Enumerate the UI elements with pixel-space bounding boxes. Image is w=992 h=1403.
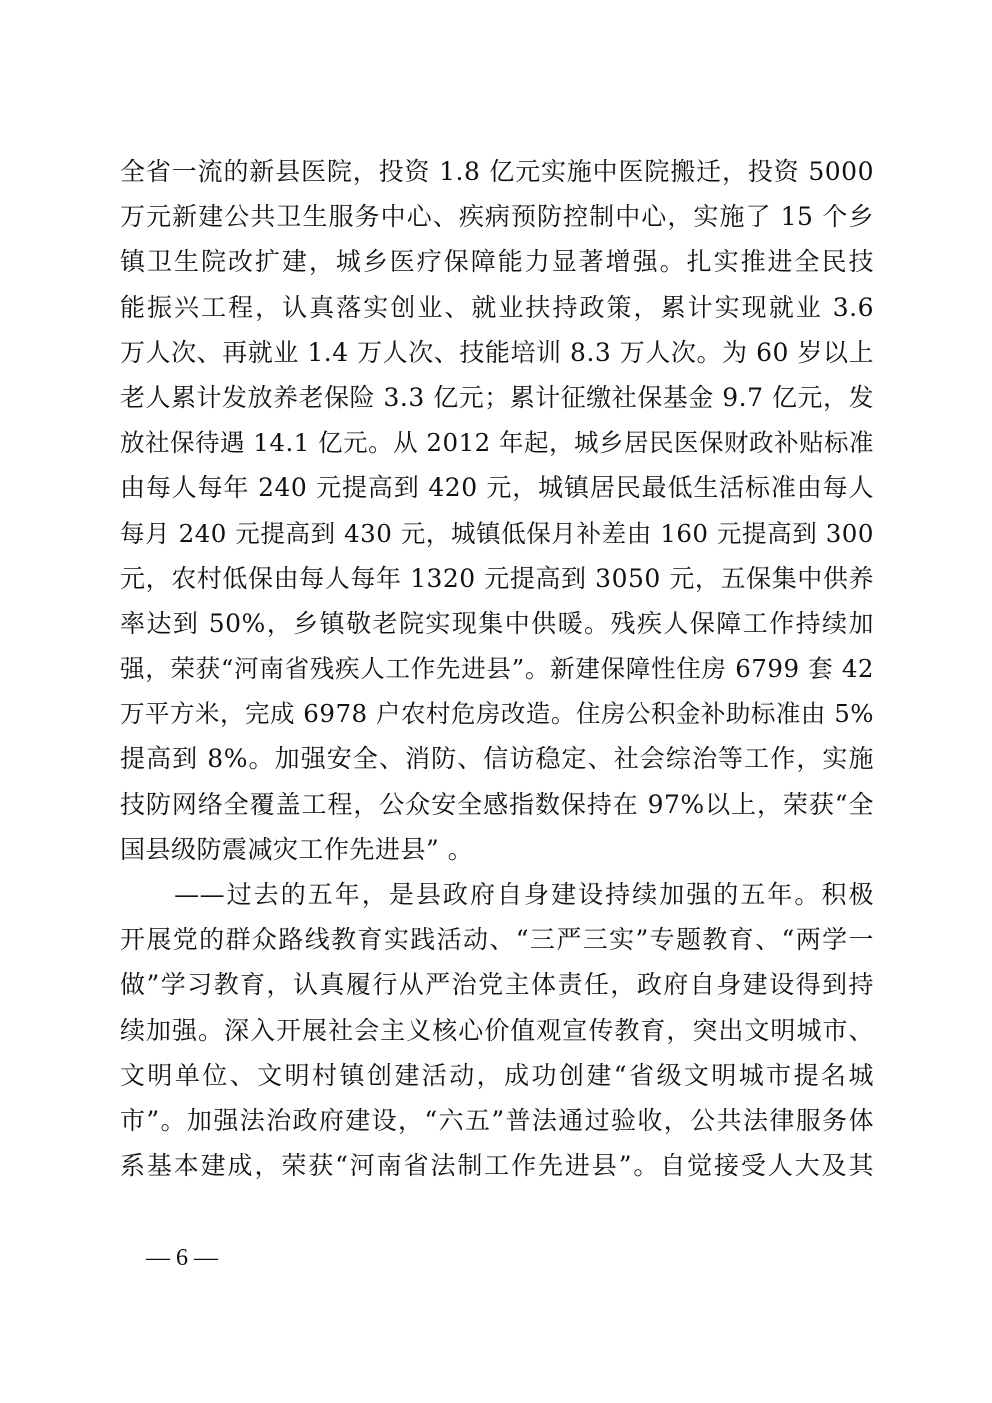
- text-line: 全省一流的新县医院，投资 1.8 亿元实施中医院搬迁，投资 5000: [120, 157, 874, 186]
- text-line: 由每人每年 240 元提高到 420 元，城镇居民最低生活标准由每人: [120, 473, 874, 503]
- text-line: 开展党的群众路线教育实践活动、“三严三实”专题教育、“两学一: [120, 925, 874, 955]
- text-line: 市”。加强法治政府建设，“六五”普法通过验收，公共法律服务体: [120, 1105, 874, 1135]
- text-line: 能振兴工程，认真落实创业、就业扶持政策，累计实现就业 3.6: [120, 292, 874, 322]
- text-line: 系基本建成，荣获“河南省法制工作先进县”。自觉接受人大及其: [120, 1151, 874, 1181]
- text-line: ——过去的五年，是县政府自身建设持续加强的五年。积极: [120, 880, 874, 909]
- page-number: — 6 —: [146, 1245, 218, 1271]
- text-line: 提高到 8%。加强安全、消防、信访稳定、社会综治等工作，实施: [120, 744, 874, 774]
- text-line: 每月 240 元提高到 430 元，城镇低保月补差由 160 元提高到 300: [120, 518, 874, 548]
- text-line: 老人累计发放养老保险 3.3 亿元；累计征缴社保基金 9.7 亿元，发: [120, 382, 874, 412]
- text-line: 续加强。深入开展社会主义核心价值观宣传教育，突出文明城市、: [120, 1015, 874, 1045]
- body-text: [120, 149, 874, 1188]
- text-line: 元，农村低保由每人每年 1320 元提高到 3050 元，五保集中供养: [120, 563, 874, 593]
- text-line: 做”学习教育，认真履行从严治党主体责任，政府自身建设得到持: [120, 970, 874, 1000]
- text-line: 万平方米，完成 6978 户农村危房改造。住房公积金补助标准由 5%: [120, 699, 875, 729]
- text-line: 强，荣获“河南省残疾人工作先进县”。新建保障性住房 6799 套 42: [120, 654, 874, 684]
- text-line: 技防网络全覆盖工程，公众安全感指数保持在 97%以上，荣获“全: [120, 789, 874, 819]
- text-line: 镇卫生院改扩建，城乡医疗保障能力显著增强。扎实推进全民技: [120, 247, 874, 277]
- text-line: 万元新建公共卫生服务中心、疾病预防控制中心，实施了 15 个乡: [120, 202, 874, 232]
- text-line: 万人次、再就业 1.4 万人次、技能培训 8.3 万人次。为 60 岁以上: [120, 337, 874, 367]
- text-line: 国县级防震减灾工作先进县” 。: [120, 834, 474, 864]
- text-line: 率达到 50%，乡镇敬老院实现集中供暖。残疾人保障工作持续加: [120, 608, 874, 638]
- text-line: 放社保待遇 14.1 亿元。从 2012 年起，城乡居民医保财政补贴标准: [120, 428, 875, 458]
- text-line: 文明单位、文明村镇创建活动，成功创建“省级文明城市提名城: [120, 1060, 874, 1090]
